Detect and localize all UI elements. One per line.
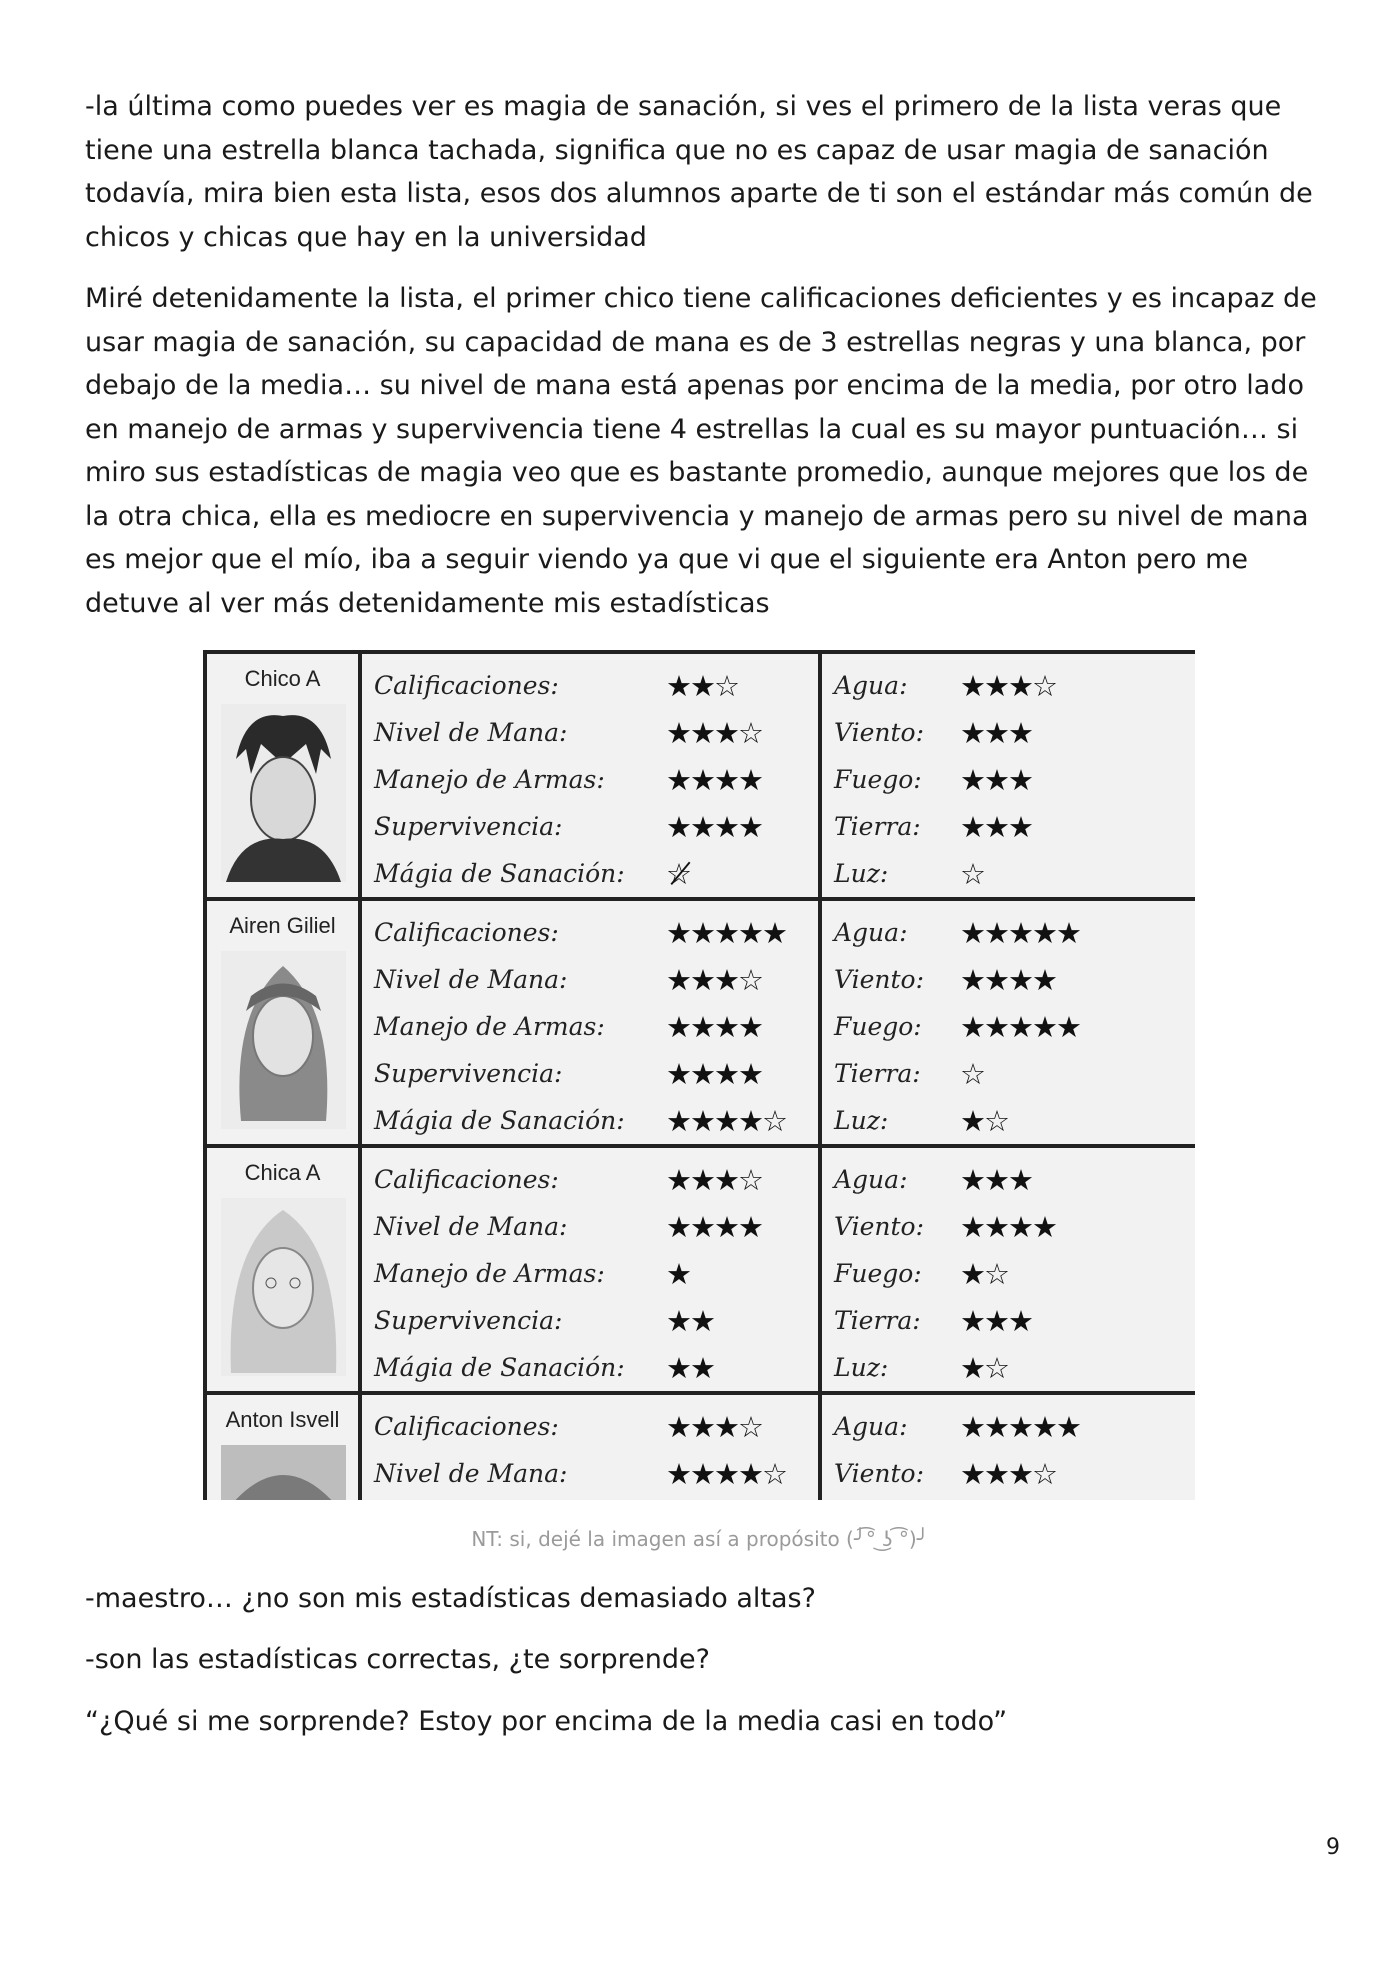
character-row (205, 1146, 1195, 1393)
star-rating-icon: ★★★★ (666, 762, 762, 797)
character-info (207, 1395, 358, 1500)
stat-label: Viento: (834, 718, 925, 747)
stat-list (822, 901, 1195, 1144)
character-info (207, 1148, 358, 1391)
stat-label: Agua: (834, 1412, 908, 1441)
character-cell (205, 899, 360, 1146)
stats-table (203, 650, 1195, 1500)
star-rating-icon: ★★★★☆ (666, 1103, 786, 1138)
stat-label: Fuego: (834, 1012, 922, 1041)
stats-left-cell (360, 899, 820, 1146)
stat-row (374, 1450, 818, 1497)
star-rating-icon: ★★★☆ (666, 962, 762, 997)
stat-row (834, 1344, 1195, 1391)
stat-row (834, 662, 1195, 709)
star-rating-icon: ★★★★ (960, 1209, 1056, 1244)
stat-label: Calificaciones: (374, 918, 559, 947)
stat-row (834, 1403, 1195, 1450)
stat-label: Nivel de Mana: (374, 1459, 568, 1488)
stat-row (374, 850, 818, 897)
star-rating-icon: ★★★★☆ (666, 1456, 786, 1491)
portrait-icon (221, 951, 346, 1129)
stat-row (374, 956, 818, 1003)
portrait-icon (221, 704, 346, 882)
stat-label: Tierra: (834, 1059, 921, 1088)
star-rating-icon: ★★★★ (666, 809, 762, 844)
stat-label: Agua: (834, 918, 908, 947)
stat-label: Supervivencia: (374, 1059, 563, 1088)
star-rating-icon: ★★★★ (960, 962, 1056, 997)
stat-row (374, 1050, 818, 1097)
stats-right-cell (820, 1146, 1195, 1393)
character-row (205, 899, 1195, 1146)
stat-label: Tierra: (834, 1306, 921, 1335)
stat-label: Manejo de Armas: (374, 765, 605, 794)
star-rating-icon: ☆ (960, 856, 984, 891)
stat-row (374, 909, 818, 956)
star-rating-icon: ★☆ (960, 1350, 1008, 1385)
paragraph-1: -la última como puedes ver es magia de sanación, si ves el primero de la lista veras que tiene una estrella blanca tachada, significa que no es capaz de usar magia de sanación todavía, mira bien esta lista, esos dos alumnos aparte de ti son el estándar más común de chicos y chicas que hay en la universidad (85, 91, 1313, 253)
stat-label: Tierra: (834, 812, 921, 841)
star-rating-icon: ★★★★ (666, 1209, 762, 1244)
stat-label: Calificaciones: (374, 1165, 559, 1194)
stat-list (822, 654, 1195, 897)
star-rating-icon: ★★★ (960, 809, 1032, 844)
stat-row (834, 756, 1195, 803)
stat-label: Nivel de Mana: (374, 965, 568, 994)
character-name: Chica A (244, 1160, 321, 1185)
star-rating-icon: ★★★★★ (960, 915, 1080, 950)
stat-row (834, 1250, 1195, 1297)
stat-list (362, 1148, 818, 1391)
stat-row (374, 709, 818, 756)
stat-row (834, 1203, 1195, 1250)
character-info (207, 901, 358, 1144)
translator-note: NT: si, dejé la imagen así a propósito (╯͡° ͜ʖ ͡°)╯ (471, 1527, 929, 1551)
character-cell (205, 1146, 360, 1393)
stat-label: Luz: (834, 859, 889, 888)
stat-row (834, 1097, 1195, 1144)
stat-list (822, 1148, 1195, 1391)
paragraph-2: Miré detenidamente la lista, el primer chico tiene calificaciones deficientes y es incapaz de usar magia de sanación, su capacidad de mana es de 3 estrellas negras y una blanca, por debajo de la media… su nivel de mana está apenas por encima de la media, por otro lado en manejo de armas y supervivencia tiene 4 estrellas la cual es su mayor puntuación… si miro sus estadísticas de magia veo que es bastante promedio, aunque mejores que los de la otra chica, ella es mediocre en supervivencia y manejo de armas pero su nivel de mana es mejor que el mío, iba a seguir viendo ya que vi que el siguiente era Anton pero me detuve al ver más detenidamente mis estadísticas (85, 283, 1317, 619)
star-rating-icon: ★★★ (960, 715, 1032, 750)
star-rating-icon: ★★★☆ (960, 668, 1056, 703)
character-cell (205, 1393, 360, 1500)
page-number: 9 (1326, 1835, 1340, 1860)
stat-row (374, 1203, 818, 1250)
stat-row (374, 1297, 818, 1344)
stat-row (374, 1403, 818, 1450)
stats-table-image (203, 650, 1195, 1500)
stat-label: Viento: (834, 1212, 925, 1241)
star-rating-icon: ☆ (960, 1056, 984, 1091)
stat-list (362, 654, 818, 897)
stat-list (362, 1395, 818, 1500)
star-rating-icon: ★★★ (960, 1303, 1032, 1338)
stat-label: Luz: (834, 1353, 889, 1382)
stat-row (834, 1156, 1195, 1203)
star-rating-icon: ★★☆ (666, 668, 738, 703)
stat-label: Supervivencia: (374, 1306, 563, 1335)
stat-list (822, 1395, 1195, 1500)
star-rating-icon: ★★★★ (666, 1009, 762, 1044)
stat-list (362, 901, 818, 1144)
stat-label: Fuego: (834, 1259, 922, 1288)
stat-row (374, 756, 818, 803)
stat-label: Agua: (834, 671, 908, 700)
stats-left-cell (360, 1146, 820, 1393)
stat-label: Luz: (834, 1106, 889, 1135)
star-rating-icon: ★★★☆ (666, 1162, 762, 1197)
stat-label: Nivel de Mana: (374, 718, 568, 747)
star-rating-icon: ★ (666, 1256, 690, 1291)
star-rating-icon: ★★★☆ (666, 1409, 762, 1444)
character-name: Chico A (244, 666, 321, 691)
stat-row (834, 1297, 1195, 1344)
stat-row (834, 956, 1195, 1003)
stat-row (834, 803, 1195, 850)
stat-label: Manejo de Armas: (374, 1012, 605, 1041)
character-row (205, 652, 1195, 899)
stat-row (834, 1003, 1195, 1050)
stat-label: Agua: (834, 1165, 908, 1194)
stats-left-cell (360, 652, 820, 899)
stat-row (834, 709, 1195, 756)
star-rating-icon: ★★★★★ (666, 915, 786, 950)
stat-label: Fuego: (834, 765, 922, 794)
stat-label: Manejo de Armas: (374, 1259, 605, 1288)
stat-row (374, 662, 818, 709)
stat-row (374, 1097, 818, 1144)
character-cell (205, 652, 360, 899)
star-rating-icon: ☆̸ (666, 856, 690, 891)
dialogue-line-3: “¿Qué si me sorprende? Estoy por encima de la media casi en todo” (85, 1706, 1008, 1737)
dialogue-line-1: -maestro… ¿no son mis estadísticas demasiado altas? (85, 1583, 816, 1614)
star-rating-icon: ★☆ (960, 1103, 1008, 1138)
stats-right-cell (820, 652, 1195, 899)
star-rating-icon: ★★★★★ (960, 1009, 1080, 1044)
stat-row (374, 1003, 818, 1050)
stat-label: Calificaciones: (374, 671, 559, 700)
stat-label: Mágia de Sanación: (374, 1353, 625, 1382)
stat-label: Nivel de Mana: (374, 1212, 568, 1241)
stat-row (834, 850, 1195, 897)
character-info (207, 654, 358, 897)
character-name: Airen Giliel (229, 913, 336, 938)
dialogue-line-2: -son las estadísticas correctas, ¿te sorprende? (85, 1644, 710, 1675)
stats-right-cell (820, 1393, 1195, 1500)
star-rating-icon: ★★★ (960, 1162, 1032, 1197)
stat-label: Mágia de Sanación: (374, 859, 625, 888)
star-rating-icon: ★☆ (960, 1256, 1008, 1291)
portrait-icon (221, 1198, 346, 1376)
stat-label: Viento: (834, 1459, 925, 1488)
stat-row (374, 1344, 818, 1391)
stat-label: Supervivencia: (374, 812, 563, 841)
character-row (205, 1393, 1195, 1500)
stat-row (834, 1050, 1195, 1097)
portrait-icon (221, 1445, 346, 1500)
star-rating-icon: ★★★★ (666, 1056, 762, 1091)
stat-row (834, 909, 1195, 956)
stat-row (374, 1156, 818, 1203)
stats-left-cell (360, 1393, 820, 1500)
star-rating-icon: ★★★ (960, 762, 1032, 797)
stat-row (834, 1497, 1195, 1500)
character-name: Anton Isvell (225, 1407, 340, 1432)
stat-row (374, 1497, 818, 1500)
star-rating-icon: ★★ (666, 1303, 714, 1338)
star-rating-icon: ★★★☆ (960, 1456, 1056, 1491)
stat-label: Mágia de Sanación: (374, 1106, 625, 1135)
stat-label: Calificaciones: (374, 1412, 559, 1441)
stat-label: Viento: (834, 965, 925, 994)
star-rating-icon: ★★★☆ (666, 715, 762, 750)
star-rating-icon: ★★★★★ (960, 1409, 1080, 1444)
stat-row (374, 1250, 818, 1297)
stat-row (374, 803, 818, 850)
star-rating-icon: ★★ (666, 1350, 714, 1385)
stat-row (834, 1450, 1195, 1497)
stats-right-cell (820, 899, 1195, 1146)
